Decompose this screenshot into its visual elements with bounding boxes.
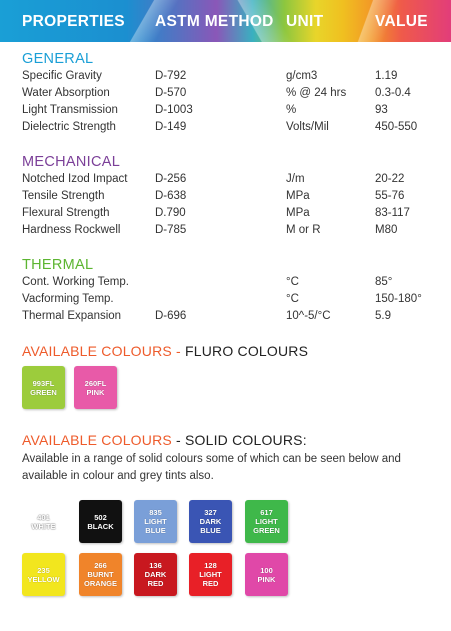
value: 0.3-0.4	[375, 87, 411, 99]
value: 83-117	[375, 207, 410, 219]
astm-method: D-638	[155, 190, 187, 202]
swatch-name: BLACK	[87, 521, 114, 531]
unit: 10^-5/°C	[286, 310, 331, 322]
swatch-name: YELLOW	[27, 574, 60, 584]
value: 450-550	[375, 121, 418, 133]
property-name: Hardness Rockwell	[22, 224, 121, 236]
swatch-label	[31, 513, 55, 531]
swatch-name: LIGHT RED	[199, 570, 222, 588]
value: 55-76	[375, 190, 405, 202]
swatch-code: 993FL	[32, 378, 55, 388]
swatch-136-dark-red	[134, 553, 177, 596]
astm-method: D.790	[155, 207, 186, 219]
value: 150-180°	[375, 293, 422, 305]
astm-method: D-149	[155, 121, 187, 133]
unit: °C	[286, 293, 299, 305]
section-title-general: GENERAL	[22, 51, 94, 67]
swatch-code: 235	[37, 565, 50, 575]
value: 5.9	[375, 310, 391, 322]
swatch-code: 100	[260, 565, 273, 575]
unit: g/cm3	[286, 70, 318, 82]
unit: MPa	[286, 207, 310, 219]
property-name: Tensile Strength	[22, 190, 105, 202]
swatch-code: 401	[37, 512, 50, 522]
solid-colours-description: Available in a range of solid colours some of which can be seen below and available in colour and grey tints also.	[22, 453, 401, 482]
table-row	[0, 207, 451, 224]
header-astm-method: ASTM METHOD	[155, 13, 274, 30]
swatch-code: 617	[260, 508, 273, 517]
swatch-label	[27, 566, 59, 584]
swatch-label	[141, 561, 171, 588]
header-value: VALUE	[375, 13, 428, 30]
swatch-128-light-red	[189, 553, 232, 596]
table-row	[0, 276, 451, 293]
fluro-colours-heading	[22, 343, 308, 359]
swatch-label	[196, 561, 226, 588]
swatch-235-yellow	[22, 553, 65, 596]
header-properties: PROPERTIES	[22, 13, 125, 30]
property-name: Notched Izod Impact	[22, 173, 128, 185]
swatch-label	[87, 513, 113, 531]
astm-method: D-1003	[155, 104, 193, 116]
swatch-993fl-green	[22, 366, 65, 409]
table-row	[0, 173, 451, 190]
table-row	[0, 70, 451, 87]
swatch-name: GREEN	[30, 387, 57, 397]
swatch-label	[134, 508, 177, 535]
heading-available: AVAILABLE COLOURS	[22, 432, 177, 448]
property-name: Dielectric Strength	[22, 121, 116, 133]
swatch-327-dark-blue	[189, 500, 232, 543]
heading-type: - SOLID COLOURS:	[176, 432, 307, 448]
swatch-code: 260FL	[84, 378, 107, 388]
swatch-label	[30, 379, 57, 397]
table-row	[0, 87, 451, 104]
swatch-label	[189, 508, 232, 535]
value: 93	[375, 104, 388, 116]
table-row	[0, 224, 451, 241]
unit: %	[286, 104, 297, 116]
table-row	[0, 293, 451, 310]
section-title-thermal: THERMAL	[22, 257, 94, 273]
astm-method: D-785	[155, 224, 187, 236]
table-row	[0, 190, 451, 207]
section-title-mechanical: MECHANICAL	[22, 154, 121, 170]
astm-method: D-256	[155, 173, 187, 185]
swatch-260fl-pink	[74, 366, 117, 409]
unit: MPa	[286, 190, 310, 202]
swatch-name: DARK RED	[144, 570, 167, 588]
property-name: Vacforming Temp.	[22, 293, 114, 305]
unit: % @ 24 hrs	[286, 87, 347, 99]
heading-type: FLURO COLOURS	[184, 343, 309, 359]
unit: J/m	[286, 173, 305, 185]
value: 20-22	[375, 173, 405, 185]
swatch-name: BURNT ORANGE	[84, 570, 117, 588]
swatch-617-light-green	[245, 500, 288, 543]
swatch-name: DARK BLUE	[199, 517, 222, 535]
swatch-name: PINK	[86, 387, 105, 397]
swatch-code: 266	[94, 561, 107, 570]
property-name: Specific Gravity	[22, 70, 102, 82]
property-name: Flexural Strength	[22, 207, 110, 219]
astm-method: D-792	[155, 70, 187, 82]
property-name: Cont. Working Temp.	[22, 276, 129, 288]
header-bar	[0, 0, 451, 42]
value: M80	[375, 224, 398, 236]
value: 85°	[375, 276, 393, 288]
swatch-code: 128	[204, 561, 217, 570]
swatch-code: 327	[204, 508, 217, 517]
astm-method: D-696	[155, 310, 187, 322]
swatch-code: 835	[149, 508, 162, 517]
swatch-name: WHITE	[31, 521, 56, 531]
swatch-label	[245, 508, 288, 535]
swatch-835-light-blue	[134, 500, 177, 543]
swatch-label	[258, 566, 276, 584]
solid-colours-heading	[22, 432, 307, 448]
table-row	[0, 121, 451, 138]
swatch-name: PINK	[257, 574, 276, 584]
astm-method: D-570	[155, 87, 187, 99]
swatch-name: LIGHT GREEN	[253, 517, 280, 535]
swatch-100-pink	[245, 553, 288, 596]
header-unit: UNIT	[286, 13, 324, 30]
heading-available: AVAILABLE COLOURS -	[22, 343, 185, 359]
swatch-label	[85, 379, 107, 397]
swatch-502-black	[79, 500, 122, 543]
property-name: Water Absorption	[22, 87, 110, 99]
property-name: Thermal Expansion	[22, 310, 122, 322]
unit: °C	[286, 276, 299, 288]
unit: M or R	[286, 224, 321, 236]
swatch-266-burnt-orange	[79, 553, 122, 596]
table-row	[0, 310, 451, 327]
swatch-label	[82, 561, 120, 588]
property-name: Light Transmission	[22, 104, 118, 116]
swatch-code: 136	[149, 561, 162, 570]
unit: Volts/Mil	[286, 121, 329, 133]
swatch-code: 502	[94, 512, 107, 522]
value: 1.19	[375, 70, 398, 82]
swatch-401-white	[22, 500, 65, 543]
table-row	[0, 104, 451, 121]
swatch-name: LIGHT BLUE	[144, 517, 167, 535]
